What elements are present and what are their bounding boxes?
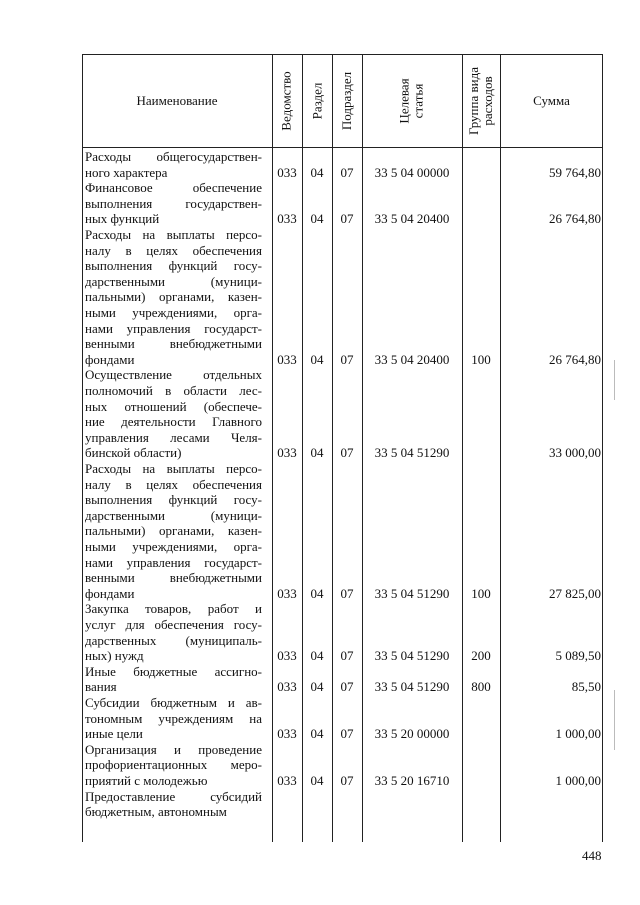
row-name-line: Расходы на выплаты персо- xyxy=(85,227,262,242)
row-name-line: Организация и проведение xyxy=(85,741,262,757)
row-name-line: венными внебюджетными xyxy=(85,570,262,586)
row-name-line: Закупка товаров, работ и xyxy=(85,601,262,617)
row-name-line: венными внебюджетными xyxy=(85,336,262,352)
cell-gruppa: 800 xyxy=(471,679,491,695)
cell-gruppa: 200 xyxy=(471,648,491,664)
cell-summa: 1 000,00 xyxy=(555,726,601,742)
table-row xyxy=(82,695,603,742)
cell-vedomstvo: 033 xyxy=(277,648,297,664)
cell-podrazdel: 07 xyxy=(340,772,354,788)
row-name-line: иные цели xyxy=(85,726,143,742)
col-border xyxy=(332,54,333,842)
budget-table xyxy=(82,54,603,842)
col-border xyxy=(362,54,363,842)
header-celevaya-line1: Целевая xyxy=(396,77,412,124)
table-row xyxy=(82,601,603,663)
cell-celevaya: 33 5 04 00000 xyxy=(374,164,450,180)
row-name-line: Расходы на выплаты персо- xyxy=(85,461,262,476)
table-row xyxy=(82,367,603,461)
cell-summa: 26 764,80 xyxy=(549,351,601,367)
cell-vedomstvo: 033 xyxy=(277,445,297,461)
cell-celevaya: 33 5 04 51290 xyxy=(374,445,450,461)
header-bottom-border xyxy=(82,147,603,148)
col-border xyxy=(500,54,501,842)
row-name-line: Субсидии бюджетным и ав- xyxy=(85,695,262,710)
row-name-line: Расходы общегосударствен- xyxy=(85,149,262,164)
header-gruppa xyxy=(462,54,500,147)
cell-summa: 59 764,80 xyxy=(549,164,601,180)
cell-razdel: 04 xyxy=(310,726,324,742)
cell-vedomstvo: 033 xyxy=(277,772,297,788)
cell-razdel: 04 xyxy=(310,648,324,664)
header-gruppa-text xyxy=(467,67,495,135)
table-row xyxy=(82,461,603,601)
header-podrazdel xyxy=(332,54,362,147)
header-summa-text: Сумма xyxy=(533,92,570,108)
row-name-line: услуг для обеспечения госу- xyxy=(85,616,262,632)
cell-razdel: 04 xyxy=(310,585,324,601)
cell-podrazdel: 07 xyxy=(340,351,354,367)
scan-artifact xyxy=(614,690,615,750)
row-name-line: ных отношений (обеспече- xyxy=(85,398,262,414)
header-name xyxy=(82,54,272,147)
cell-razdel: 04 xyxy=(310,351,324,367)
scan-artifact xyxy=(614,360,615,400)
row-name-line: приятий с молодежью xyxy=(85,772,208,788)
cell-celevaya: 33 5 04 51290 xyxy=(374,679,450,695)
table-row xyxy=(82,149,603,180)
row-name xyxy=(85,695,262,742)
cell-gruppa: 100 xyxy=(471,351,491,367)
row-name-line: бинской области) xyxy=(85,445,182,461)
header-razdel xyxy=(302,54,332,147)
header-celevaya-text xyxy=(398,78,426,123)
row-name-line: бюджетным, автономным xyxy=(85,804,227,820)
row-name xyxy=(85,367,262,461)
row-name-line: тономным учреждениям на xyxy=(85,710,262,726)
row-name-line: налу в целях обеспечения xyxy=(85,242,262,258)
row-name xyxy=(85,461,262,601)
cell-celevaya: 33 5 20 16710 xyxy=(374,772,450,788)
row-name xyxy=(85,601,262,663)
row-name-line: дарственными (муници- xyxy=(85,507,262,523)
cell-podrazdel: 07 xyxy=(340,164,354,180)
col-border xyxy=(602,54,603,842)
table-row xyxy=(82,789,603,820)
header-gruppa-line2: расходов xyxy=(480,75,496,126)
cell-razdel: 04 xyxy=(310,445,324,461)
row-name-line: фондами xyxy=(85,351,135,367)
cell-vedomstvo: 033 xyxy=(277,585,297,601)
cell-celevaya: 33 5 04 20400 xyxy=(374,351,450,367)
cell-podrazdel: 07 xyxy=(340,211,354,227)
cell-vedomstvo: 033 xyxy=(277,726,297,742)
table-row xyxy=(82,664,603,695)
cell-podrazdel: 07 xyxy=(340,679,354,695)
row-name-line: выполнения функций госу- xyxy=(85,492,262,508)
row-name-line: пальными) органами, казен- xyxy=(85,523,262,539)
row-name-line: выполнения государствен- xyxy=(85,195,262,211)
header-vedomstvo-text: Ведомство xyxy=(279,70,294,131)
row-name-line: пальными) органами, казен- xyxy=(85,289,262,305)
row-name-line: Финансовое обеспечение xyxy=(85,180,262,196)
table-top-border xyxy=(82,54,603,55)
cell-celevaya: 33 5 04 51290 xyxy=(374,648,450,664)
row-name-line: ного характера xyxy=(85,164,168,180)
row-name-line: ными учреждениями, орга- xyxy=(85,304,262,320)
cell-podrazdel: 07 xyxy=(340,585,354,601)
cell-vedomstvo: 033 xyxy=(277,164,297,180)
table-row xyxy=(82,227,603,367)
cell-summa: 85,50 xyxy=(571,679,601,695)
header-celevaya-line2: статья xyxy=(410,83,426,118)
cell-vedomstvo: 033 xyxy=(277,679,297,695)
cell-summa: 5 089,50 xyxy=(555,648,601,664)
row-name-line: профориентационных меро- xyxy=(85,757,262,773)
row-name-line: управления лесами Челя- xyxy=(85,429,262,445)
row-name-line: ние деятельности Главного xyxy=(85,414,262,430)
cell-razdel: 04 xyxy=(310,164,324,180)
row-name-line: Предоставление субсидий xyxy=(85,788,262,804)
page-number: 448 xyxy=(582,848,602,863)
col-border xyxy=(462,54,463,842)
cell-razdel: 04 xyxy=(310,772,324,788)
cell-summa: 1 000,00 xyxy=(555,772,601,788)
row-name xyxy=(85,789,262,820)
row-name-line: полномочий в области лес- xyxy=(85,382,262,398)
header-celevaya xyxy=(362,54,462,147)
cell-celevaya: 33 5 20 00000 xyxy=(374,726,450,742)
row-name-line: фондами xyxy=(85,585,135,601)
col-border xyxy=(272,54,273,842)
row-name xyxy=(85,742,262,789)
cell-summa: 27 825,00 xyxy=(549,585,601,601)
cell-gruppa: 100 xyxy=(471,585,491,601)
col-border xyxy=(82,54,83,842)
row-name-line: Осуществление отдельных xyxy=(85,367,262,383)
cell-celevaya: 33 5 04 20400 xyxy=(374,211,450,227)
header-name-text: Наименование xyxy=(136,92,218,108)
row-name-line: Иные бюджетные ассигно- xyxy=(85,663,262,679)
cell-podrazdel: 07 xyxy=(340,726,354,742)
cell-razdel: 04 xyxy=(310,211,324,227)
cell-podrazdel: 07 xyxy=(340,445,354,461)
header-gruppa-line1: Группа вида xyxy=(466,66,482,135)
cell-vedomstvo: 033 xyxy=(277,211,297,227)
cell-podrazdel: 07 xyxy=(340,648,354,664)
row-name-line: налу в целях обеспечения xyxy=(85,476,262,492)
row-name-line: нами управления государст- xyxy=(85,554,262,570)
col-border xyxy=(302,54,303,842)
row-name-line: вания xyxy=(85,679,117,695)
row-name-line: дарственными (муници- xyxy=(85,273,262,289)
row-name-line: дарственных (муниципаль- xyxy=(85,632,262,648)
row-name-line: выполнения функций госу- xyxy=(85,258,262,274)
header-podrazdel-text: Подраздел xyxy=(339,71,355,130)
cell-celevaya: 33 5 04 51290 xyxy=(374,585,450,601)
row-name-line: ных функций xyxy=(85,211,160,227)
row-name xyxy=(85,180,262,227)
cell-vedomstvo: 033 xyxy=(277,351,297,367)
header-summa xyxy=(500,54,603,147)
row-name-line: нами управления государст- xyxy=(85,320,262,336)
row-name-line: ными учреждениями, орга- xyxy=(85,538,262,554)
header-razdel-text: Раздел xyxy=(309,82,324,119)
table-row xyxy=(82,742,603,789)
row-name-line: ных) нужд xyxy=(85,648,144,664)
row-name xyxy=(85,664,262,695)
table-row xyxy=(82,180,603,227)
row-name xyxy=(85,149,262,180)
header-vedomstvo xyxy=(272,54,302,147)
row-name xyxy=(85,227,262,367)
cell-summa: 26 764,80 xyxy=(549,211,601,227)
cell-summa: 33 000,00 xyxy=(549,445,601,461)
cell-razdel: 04 xyxy=(310,679,324,695)
